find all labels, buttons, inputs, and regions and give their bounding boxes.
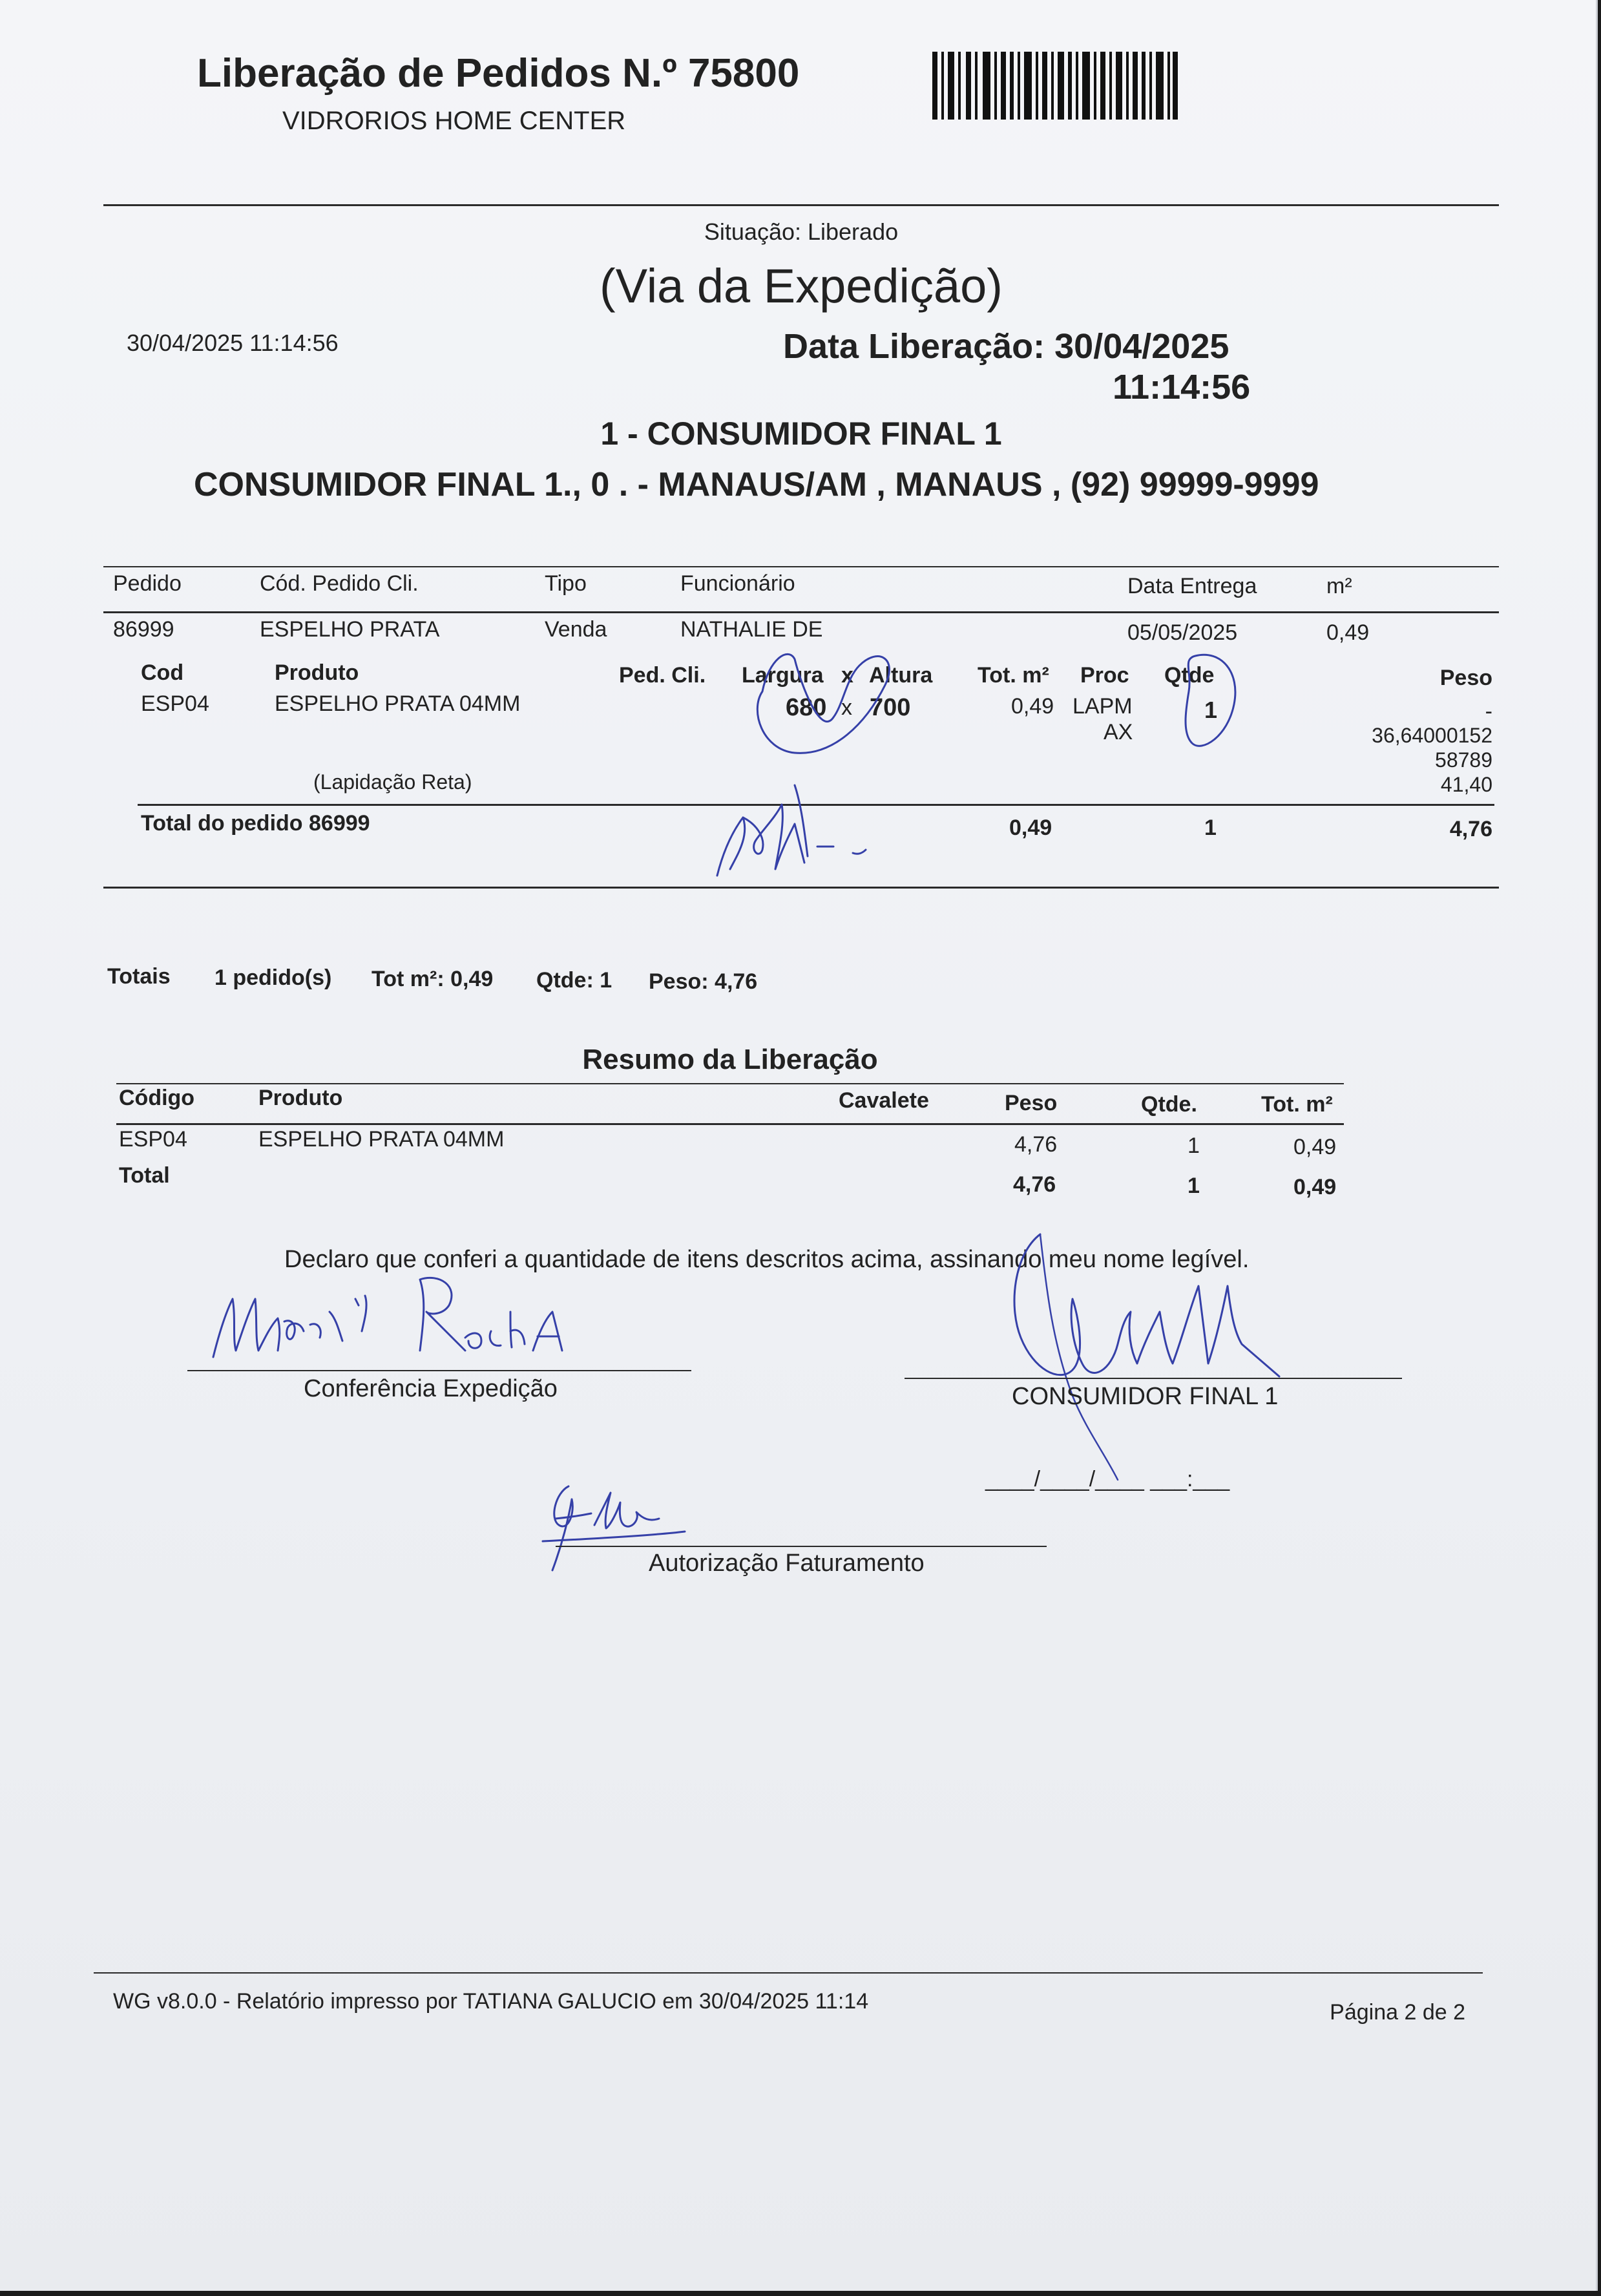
item-peso-3: 41,40 <box>1440 773 1492 796</box>
summary-produto: ESPELHO PRATA 04MM <box>258 1127 505 1152</box>
summary-header-rule <box>116 1123 1344 1125</box>
document-title: Liberação de Pedidos N.º 75800 <box>197 51 800 96</box>
item-qtde: 1 <box>1204 697 1218 723</box>
order-total-qtde: 1 <box>1204 816 1217 840</box>
summary-header-cavalete: Cavalete <box>839 1088 929 1113</box>
item-header-cod: Cod <box>141 660 184 685</box>
release-date: Data Liberação: 30/04/2025 <box>783 327 1230 366</box>
summary-codigo: ESP04 <box>119 1127 187 1152</box>
handwritten-initials-order <box>704 779 872 882</box>
item-header-tot-m2: Tot. m² <box>978 663 1049 688</box>
conferencia-label: Conferência Expedição <box>304 1375 558 1402</box>
item-tot-m2: 0,49 <box>1011 694 1054 719</box>
item-x: x <box>841 695 852 720</box>
header-divider <box>103 204 1499 206</box>
status-text: Situação: Liberado <box>704 218 899 245</box>
summary-tot-m2: 0,49 <box>1293 1135 1337 1159</box>
customer-address: CONSUMIDOR FINAL 1., 0 . - MANAUS/AM , MANAUS , (92) 99999-9999 <box>194 466 1319 503</box>
item-cod: ESP04 <box>141 691 209 716</box>
company-name: VIDRORIOS HOME CENTER <box>282 107 626 135</box>
order-funcionario: NATHALIE DE <box>680 617 823 642</box>
autorizacao-signature-line <box>556 1546 1047 1547</box>
item-header-ped-cli: Ped. Cli. <box>619 663 706 688</box>
print-datetime: 30/04/2025 11:14:56 <box>127 330 339 356</box>
customer-name: 1 - CONSUMIDOR FINAL 1 <box>600 416 1002 452</box>
item-peso-2: 58789 <box>1435 748 1492 772</box>
copy-type-heading: (Via da Expedição) <box>600 259 1003 313</box>
items-bottom-rule <box>103 887 1499 889</box>
col-header-data-entrega: Data Entrega <box>1127 574 1257 598</box>
summary-top-rule <box>116 1083 1344 1084</box>
order-tipo: Venda <box>545 617 607 642</box>
summary-total-tot-m2: 0,49 <box>1293 1175 1337 1199</box>
summary-header-tot-m2: Tot. m² <box>1261 1092 1333 1117</box>
totals-pedidos: 1 pedido(s) <box>215 965 332 990</box>
item-header-x: x <box>841 663 853 688</box>
item-altura: 700 <box>870 694 911 721</box>
summary-header-codigo: Código <box>119 1086 195 1110</box>
order-cod-pedido-cli: ESPELHO PRATA <box>260 617 440 642</box>
footer-rule <box>94 1972 1483 1974</box>
col-header-m2: m² <box>1326 574 1352 598</box>
item-note: (Lapidação Reta) <box>313 770 472 794</box>
order-pedido: 86999 <box>113 617 174 642</box>
footer-page-number: Página 2 de 2 <box>1330 2000 1465 2025</box>
totals-tot-m2: Tot m²: 0,49 <box>371 967 494 991</box>
item-header-altura: Altura <box>869 663 933 688</box>
col-header-tipo: Tipo <box>545 571 587 596</box>
summary-header-peso: Peso <box>1005 1091 1058 1115</box>
item-peso-1: 36,64000152 <box>1372 724 1492 747</box>
consumer-label: CONSUMIDOR FINAL 1 <box>1012 1383 1279 1410</box>
order-m2: 0,49 <box>1326 620 1370 645</box>
handwritten-circle-qtde <box>1156 646 1247 756</box>
item-produto: ESPELHO PRATA 04MM <box>275 691 521 716</box>
col-header-pedido: Pedido <box>113 571 182 596</box>
order-total-peso: 4,76 <box>1449 817 1492 841</box>
handwritten-signature-consumer <box>943 1215 1357 1499</box>
autorizacao-label: Autorização Faturamento <box>649 1550 925 1577</box>
totals-label: Totais <box>107 964 171 989</box>
release-time: 11:14:56 <box>1113 368 1251 406</box>
order-total-tot-m2: 0,49 <box>1009 816 1052 840</box>
item-header-peso: Peso <box>1439 666 1492 690</box>
summary-total-label: Total <box>119 1163 170 1188</box>
footer-printed-by: WG v8.0.0 - Relatório impresso por TATIANA GALUCIO em 30/04/2025 11:14 <box>113 1989 869 2014</box>
item-header-produto: Produto <box>275 660 359 685</box>
summary-total-peso: 4,76 <box>1013 1172 1056 1197</box>
order-data-entrega: 05/05/2025 <box>1127 620 1238 645</box>
conferencia-signature-line <box>187 1370 691 1371</box>
order-total-label: Total do pedido 86999 <box>141 811 370 836</box>
item-header-proc: Proc <box>1080 663 1129 688</box>
summary-header-produto: Produto <box>258 1086 343 1110</box>
item-header-largura: Largura <box>742 663 824 688</box>
consumer-date-placeholder: ____/____/____ ___:___ <box>985 1467 1230 1491</box>
item-largura: 680 <box>786 694 827 721</box>
summary-peso: 4,76 <box>1014 1132 1058 1157</box>
col-header-funcionario: Funcionário <box>680 571 795 596</box>
col-header-cod-pedido-cli: Cód. Pedido Cli. <box>260 571 419 596</box>
declaration-text: Declaro que conferi a quantidade de itens descritos acima, assinando meu nome legível. <box>284 1246 1250 1273</box>
totals-qtde: Qtde: 1 <box>536 968 612 993</box>
item-proc-2: AX <box>1104 720 1133 744</box>
summary-total-qtde: 1 <box>1188 1174 1200 1198</box>
order-table-top-rule <box>103 566 1499 567</box>
barcode <box>932 52 1178 120</box>
order-table-header-rule <box>103 611 1499 613</box>
handwritten-circle-dimensions <box>737 646 905 763</box>
totals-peso: Peso: 4,76 <box>649 969 758 994</box>
summary-qtde: 1 <box>1188 1133 1200 1158</box>
item-peso-dash: - <box>1485 699 1492 724</box>
summary-header-qtde: Qtde. <box>1141 1092 1197 1117</box>
summary-title: Resumo da Liberação <box>582 1044 878 1075</box>
item-proc-1: LAPM <box>1073 694 1133 719</box>
item-header-qtde: Qtde <box>1164 663 1215 688</box>
handwritten-signature-conferente <box>207 1260 569 1364</box>
consumer-signature-line <box>905 1378 1402 1379</box>
